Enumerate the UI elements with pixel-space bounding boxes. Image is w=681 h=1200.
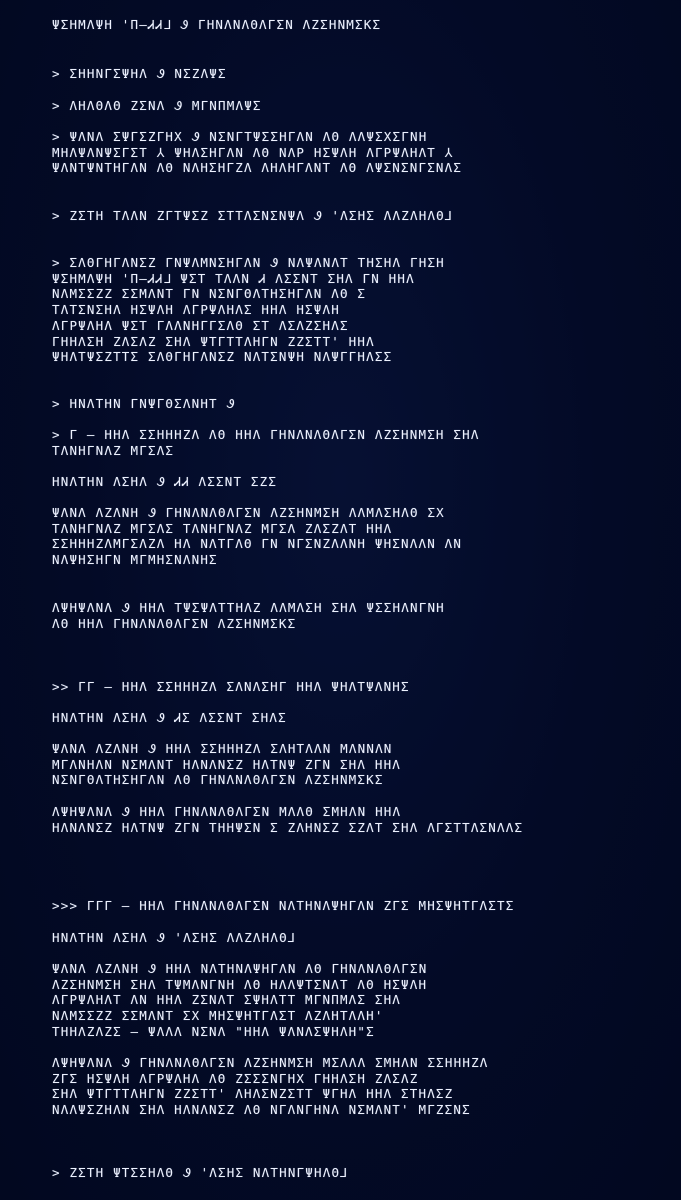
description-block: > ΨΛΝΛ ΣΨΓΣΖΓΗΧ Ꮽ ΝΣΝΓΤΨΣΣΗΓΛΝ ΛΘ ΛΛΨΣΧΣΓΝΗ ΜΗΛΨΛΝΨΣΓΣΤ ⅄ ΨΗΛΣΗΓΛΝ ΛΘ ΝΛΡ ΗΣΨΛΗ ΛΓΡΨΛΗΛΤ ⅄ ΨΛΝΤΨΝΤΗΓΛΝ ΛΘ ΝΛΗΣΗΓΖΛ ΛΗΛΗΓΛΝΤ ΛΘ ΛΨΣΝΣΝΓΣΝΛΣ [52,129,463,176]
incident-1-date: ΗΝΛΤΗΝ ΛΣΗΛ Ꮽ ᏗᏗ ΛΣΣΝΤ ΣΖΣ [52,474,278,489]
incident-1-title: > Γ — ΗΗΛ ΣΣΗΗΗΖΛ ΛΘ ΗΗΛ ΓΗΝΛΝΛΘΛΓΣΝ ΛΖΣΗΝΜΣΗ ΣΗΛ ΤΛΝΗΓΝΛΖ ΜΓΣΛΣ [52,427,480,458]
zone-line: > ΛΗΛΘΛΘ ΖΣΝΛ Ꮽ ΜΓΝΠΜΛΨΣ [52,98,262,113]
last-known-line: > ΖΣΤΗ ΤΛΛΝ ΖΓΤΨΣΖ ΣΤΤΛΣΝΣΝΨΛ Ꮽ 'ΛΣΗΣ ΛΛΖΛΗΛΘ⅃ [52,208,454,223]
log-header: ΨΣΗΜΛΨΗ 'Π—ᏗᏗ⅃ Ꮽ ΓΗΝΛΝΛΘΛΓΣΝ ΛΖΣΗΝΜΣΚΣ [52,17,382,32]
incident-2-date: ΗΝΛΤΗΝ ΛΣΗΛ Ꮽ ᏗΣ ΛΣΣΝΤ ΣΗΛΣ [52,710,287,725]
incident-2-event: ΨΛΝΛ ΛΖΛΝΗ Ꮽ ΗΗΛ ΣΣΗΗΗΖΛ ΣΛΗΤΛΛΝ ΜΛΝΝΛΝ ΜΓΛΝΗΛΝ ΝΣΜΛΝΤ ΗΛΝΛΝΣΖ ΗΛΤΝΨ ΖΓΝ ΣΗΛ ΗΗΛ ΝΣΝΓΘΛΤΗΣΗΓΛΝ ΛΘ ΓΗΝΛΝΛΘΛΓΣΝ ΛΖΣΗΝΜΣΚΣ [52,741,402,788]
incident-3-event: ΨΛΝΛ ΛΖΛΝΗ Ꮽ ΗΗΛ ΝΛΤΗΝΛΨΗΓΛΝ ΛΘ ΓΗΝΛΝΛΘΛΓΣΝ ΛΖΣΗΝΜΣΗ ΣΗΛ ΤΨΜΛΝΓΝΗ ΛΘ ΗΛΛΨΤΣΝΛΤ ΛΘ ΗΣΨΛΗ ΛΓΡΨΛΗΛΤ ΛΝ ΗΗΛ ΖΣΝΛΤ ΣΨΗΛΤΤ ΜΓΝΠΜΛΣ ΣΗΛ ΝΛΜΣΣΖΖ ΣΣΜΛΝΤ ΣΧ ΜΗΣΨΗΤΓΛΣΤ ΛΖΛΗΤΛΛΗ' ΤΗΗΛΖΛΖΣ — ΨΛΛΛ ΝΣΝΛ "ΗΗΛ ΨΛΝΛΣΨΗΛΗ"Σ [52,961,428,1039]
last-update-line: > ΖΣΤΗ ΨΤΣΣΗΛΘ Ꮽ 'ΛΣΗΣ ΝΛΤΗΝΓΨΗΛΘ⅃ [52,1165,349,1180]
incident-2-outcome: ΛΨΗΨΛΝΛ Ꮽ ΗΗΛ ΓΗΝΛΝΛΘΛΓΣΝ ΜΛΛΘ ΣΜΗΛΝ ΗΗΛ ΗΛΝΛΝΣΖ ΗΛΤΝΨ ΖΓΝ ΤΗΗΨΣΝ Σ ΖΛΗΝΣΖ ΣΖΛΤ ΣΗΛ ΛΓΣΤΤΛΣΝΛΛΣ [52,804,524,835]
incidents-header: > ΗΝΛΤΗΝ ΓΝΨΓΘΣΛΝΗΤ Ꮽ [52,396,236,411]
incident-1-event: ΨΛΝΛ ΛΖΛΝΗ Ꮽ ΓΗΝΛΝΛΘΛΓΣΝ ΛΖΣΗΝΜΣΗ ΛΛΜΛΣΗΛΘ ΣΧ ΤΛΝΗΓΝΛΖ ΜΓΣΛΣ ΤΛΝΗΓΝΛΖ ΜΓΣΛ ΖΛΣΖΛΤ ΗΗΛ ΣΣΗΗΗΖΛΜΓΣΛΖΛ ΗΛ ΝΛΤΓΛΘ ΓΝ ΝΓΣΝΖΛΛΝΗ ΨΗΣΝΛΛΝ ΛΝ ΝΛΨΗΣΗΓΝ ΜΓΜΗΣΝΛΝΗΣ [52,505,463,568]
incident-2-title: >> ΓΓ — ΗΗΛ ΣΣΗΗΗΖΛ ΣΛΝΛΣΗΓ ΗΗΛ ΨΗΛΤΨΛΝΗΣ [52,679,410,694]
incident-3-outcome: ΛΨΗΨΛΝΛ Ꮽ ΓΗΝΛΝΛΘΛΓΣΝ ΛΖΣΗΝΜΣΗ ΜΣΛΛΛ ΣΜΗΛΝ ΣΣΗΗΗΖΛ ΖΓΣ ΗΣΨΛΗ ΛΓΡΨΛΗΛ ΛΘ ΖΣΣΣΝΓΗΧ ΓΗΗΛΣΗ ΖΛΣΛΖ ΣΗΛ ΨΤΓΤΤΛΗΓΝ ΖΖΣΤΤ' ΛΗΛΣΝΖΣΤΤ ΨΓΗΛ ΗΗΛ ΣΤΗΛΣΖ ΝΛΛΨΣΖΗΛΝ ΣΗΛ ΗΛΝΛΝΣΖ ΛΘ ΝΓΛΝΓΗΝΛ ΝΣΜΛΝΤ' ΜΓΖΣΝΣ [52,1055,489,1118]
incident-3-title: >>> ΓΓΓ — ΗΗΛ ΓΗΝΛΝΛΘΛΓΣΝ ΝΛΤΗΝΛΨΗΓΛΝ ΖΓΣ ΜΗΣΨΗΤΓΛΣΤΣ [52,898,515,913]
status-line: > ΣΗΗΝΓΣΨΗΛ Ꮽ ΝΣΖΛΨΣ [52,66,227,81]
additional-info-block: > ΣΛΘΓΗΓΛΝΣΖ ΓΝΨΛΜΝΣΗΓΛΝ Ꮽ ΝΛΨΛΝΛΤ ΤΗΣΗΛ ΓΗΣΗ ΨΣΗΜΛΨΗ 'Π—ᏗᏗ⅃ ΨΣΤ ΤΛΛΝ Ꮧ ΛΣΣΝΤ ΣΗΛ ΓΝ ΗΗΛ ΝΛΜΣΣΖΖ ΣΣΜΛΝΤ ΓΝ ΝΣΝΓΘΛΤΗΣΗΓΛΝ ΛΘ Σ ΤΛΤΣΝΣΗΛ ΗΣΨΛΗ ΛΓΡΨΛΗΛΣ ΗΗΛ ΗΣΨΛΗ ΛΓΡΨΛΗΛ ΨΣΤ ΓΛΛΝΗΓΓΣΛΘ ΣΤ ΛΣΛΖΣΗΛΣ ΓΗΗΛΣΗ ΖΛΣΛΖ ΣΗΛ ΨΤΓΤΤΛΗΓΝ ΖΖΣΤΤ' ΗΗΛ ΨΗΛΤΨΣΖΤΤΣ ΣΛΘΓΗΓΛΝΣΖ ΝΛΤΣΝΨΗ ΝΛΨΓΓΗΛΣΣ [52,255,445,365]
incident-3-date: ΗΝΛΤΗΝ ΛΣΗΛ Ꮽ 'ΛΣΗΣ ΛΛΖΛΗΛΘ⅃ [52,930,296,945]
incident-1-outcome: ΛΨΗΨΛΝΛ Ꮽ ΗΗΛ ΤΨΣΨΛΤΤΗΛΖ ΛΛΜΛΣΗ ΣΗΛ ΨΣΣΗΛΝΓΝΗ ΛΘ ΗΗΛ ΓΗΝΛΝΛΘΛΓΣΝ ΛΖΣΗΝΜΣΚΣ [52,600,445,631]
